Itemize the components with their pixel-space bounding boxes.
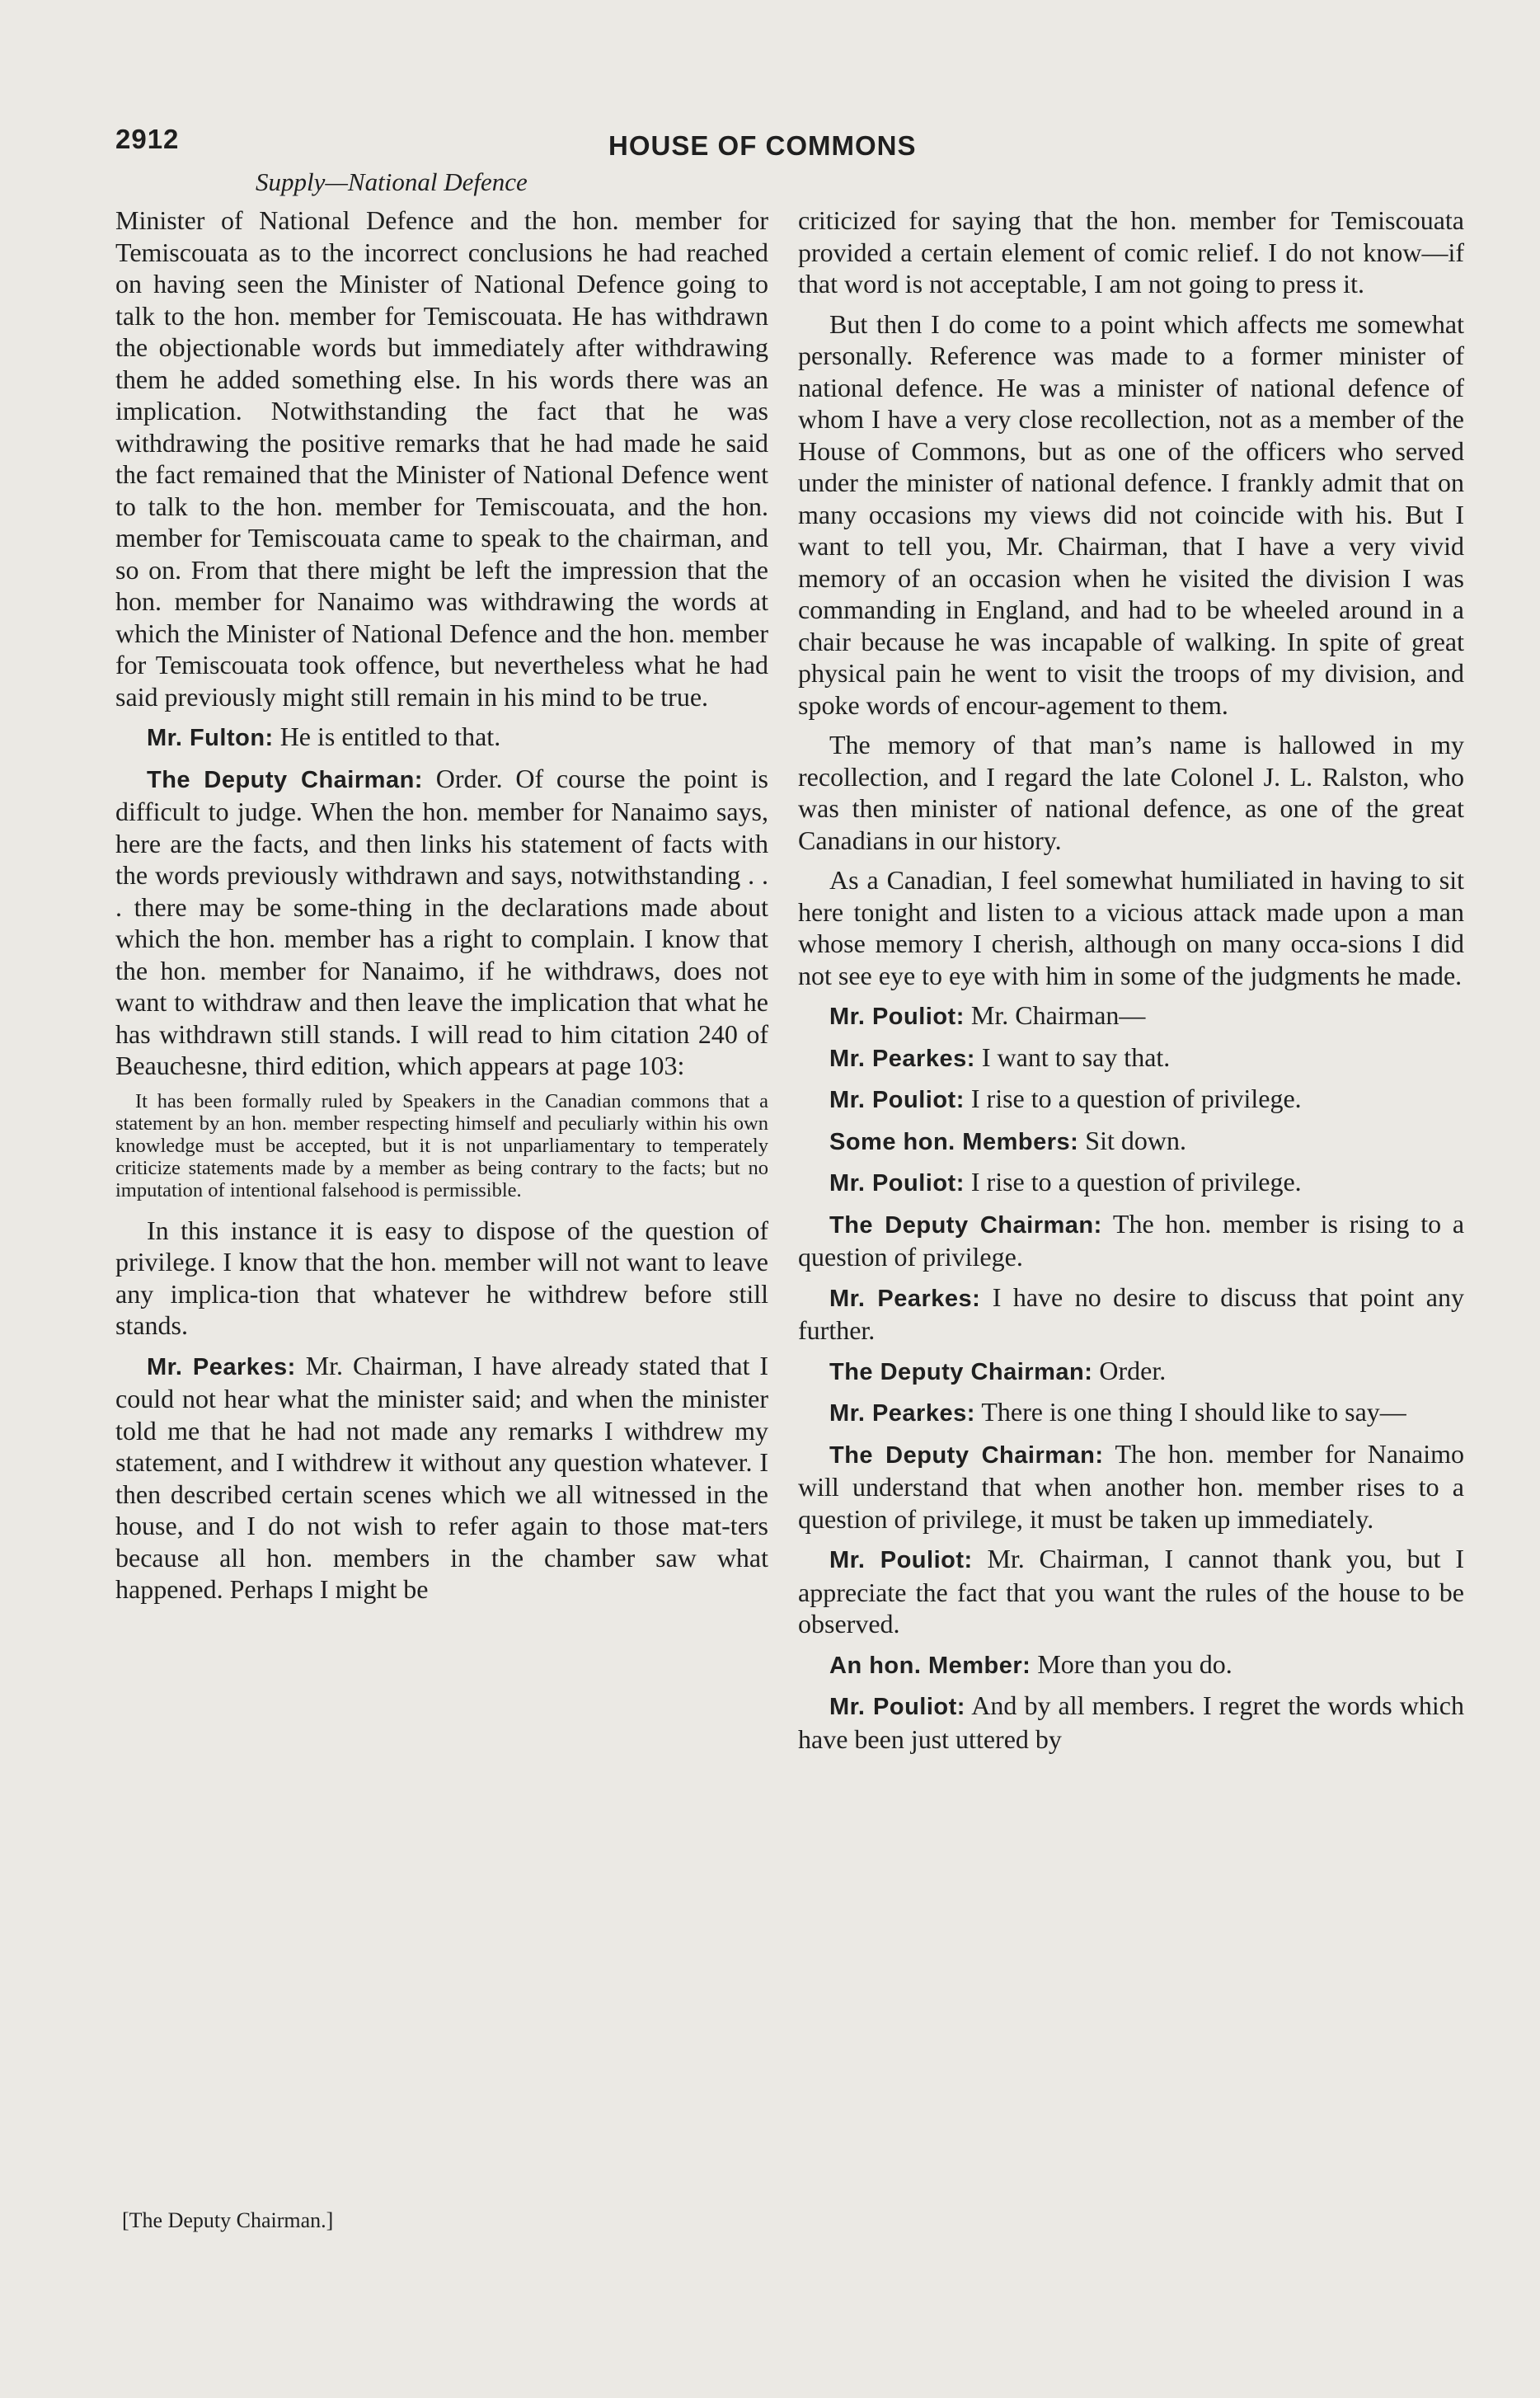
text-paragraph [798,205,1464,300]
paragraph-text: The hon. member is rising to a question of privilege. [798,1208,1465,1272]
paragraph-text: I rise to a question of privilege. [970,1084,1302,1113]
running-title: HOUSE OF COMMONS [608,130,917,161]
right-column [798,205,1464,1763]
text-paragraph [798,864,1464,991]
speaker-name: Mr. Pouliot: [829,1547,973,1573]
paragraph-text: Order. Of course the point is difficult to judge. When the hon. member for Nanaimo says, here are the facts, and then links his statement of facts with the words previously withdrawn and says, notwithstanding . . . there may be some-thing in the declarations made about which the hon. member has a right to complain. I know that the hon. member for Nanaimo, if he withdraws, does not want to withdraw and then leave the implication that what he has withdrawn still stands. I will read to him citation 240 of Beauchesne, third edition, which appears at page 103: [115,763,769,1080]
paragraph-text: Order. [1099,1355,1167,1385]
paragraph-text: Mr. Chairman, I have already stated that I could not hear what the minister said; and when the minister told me that he had not made any remarks I withdrew my statement, and I withdrew it without any question whatever. I then described certain scenes which we all witnessed in the house, and I do not wish to refer again to those mat-ters because all hon. members in the chamber saw what happened. Perhaps I might be [115,1350,769,1604]
speaker-name: Mr. Pouliot: [829,1004,965,1030]
speech-paragraph [115,1350,768,1606]
speaker-name: Mr. Pearkes: [829,1400,975,1427]
speaker-name: Mr. Pearkes: [829,1045,975,1072]
paragraph-text: He is entitled to that. [279,722,501,751]
speech-paragraph [798,1208,1464,1273]
speech-paragraph [798,1166,1464,1200]
paragraph-text: Mr. Chairman— [970,1000,1146,1030]
text-paragraph [798,729,1464,856]
speech-paragraph [798,999,1464,1033]
speech-paragraph [798,1041,1464,1075]
left-column [115,205,768,1614]
paragraph-text: Sit down. [1085,1125,1186,1155]
block-quotation [115,1090,768,1201]
speech-paragraph [798,1396,1464,1430]
page-number: 2912 [115,124,180,154]
speaker-name: An hon. Member: [829,1652,1031,1679]
speaker-name: Some hon. Members: [829,1128,1079,1155]
speaker-name: Mr. Pouliot: [829,1087,965,1113]
speaker-name: Mr. Pouliot: [829,1694,965,1720]
text-paragraph [115,205,768,712]
speaker-name: The Deputy Chairman: [829,1211,1102,1239]
speech-paragraph [798,1083,1464,1117]
speech-paragraph [798,1690,1464,1755]
paragraph-text: There is one thing I should like to say— [981,1397,1406,1427]
text-paragraph [115,1215,768,1342]
speaker-name: The Deputy Chairman: [147,766,423,793]
paragraph-text: More than you do. [1037,1648,1232,1679]
text-paragraph [798,308,1464,722]
speech-paragraph [798,1438,1464,1535]
paragraph-text: I have no desire to discuss that point any further. [798,1281,1465,1345]
section-heading: Supply—National Defence [256,167,528,196]
paragraph-text: I want to say that. [981,1041,1171,1072]
paragraph-text: But then I do come to a point which affects me somewhat personally. Reference was made to a former minister of national defence. He was a minister of national defence of whom I have a very close recollection, not as a member of the House of Commons, but as one of the officers who served under the minister of national defence. I frankly admit that on many occasions my views did not coincide with his. But I want to tell you, Mr. Chairman, that I have a very vivid memory of an occasion when he visited the division I was commanding in England, and had to be wheeled around in a chair because he was incapable of walking. In spite of great physical pain he went to visit the troops of my division, and spoke words of encour-agement to them. [798,308,1464,720]
speaker-name: Mr. Pouliot: [829,1170,965,1197]
speech-paragraph [115,763,768,1082]
speaker-name: The Deputy Chairman: [829,1358,1093,1385]
paragraph-text: The hon. member for Nanaimo will understand that when another hon. member rises to a question of privilege, it must be taken up immediately. [798,1438,1465,1534]
paragraph-text: criticized for saying that the hon. member for Temiscouata provided a certain element of comic relief. I do not know—if that word is not acceptable, I am not going to press it. [798,205,1464,299]
paragraph-text: As a Canadian, I feel somewhat humiliated in having to sit here tonight and listen to a vicious attack made upon a man whose memory I cherish, although on many occa-sions I did not see eye to eye with him in some of the judgments he made. [798,865,1464,990]
speech-paragraph [798,1125,1464,1159]
speaker-name: Mr. Pearkes: [829,1285,981,1312]
paragraph-text: Minister of National Defence and the hon. member for Temiscouata as to the incorrect conclusions he had reached on having seen the Minister of National Defence going to talk to the hon. member for Temiscouata. He has withdrawn the objectionable words but immediately after withdrawing them he added something else. In his words there was an implication. Notwithstanding the fact that he was withdrawing the positive remarks that he had made he said the fact remained that the Minister of National Defence went to talk to the hon. member for Temiscouata, and the hon. member for Temiscouata came to speak to the chairman, and so on. From that there might be left the impression that the hon. member for Nanaimo was withdrawing the words at which the Minister of National Defence and the hon. member for Temiscouata took offence, but nevertheless what he had said previously might still remain in his mind to be true. [115,205,768,712]
paragraph-text: And by all members. I regret the words which have been just uttered by [798,1690,1465,1754]
speaker-name: The Deputy Chairman: [829,1441,1104,1469]
speech-paragraph [798,1543,1464,1640]
speaker-name: Mr. Fulton: [147,725,274,751]
paragraph-text: The memory of that man’s name is hallowed in my recollection, and I regard the late Colonel J. L. Ralston, who was then minister of national defence, as one of the great Canadians in our history. [798,730,1464,855]
speaker-name: Mr. Pearkes: [147,1353,296,1380]
speech-paragraph [798,1648,1464,1682]
speech-paragraph [798,1281,1464,1347]
paragraph-text: In this instance it is easy to dispose of the question of privilege. I know that the hon. member will not want to leave any implica-tion that whatever he withdrew before still stands. [115,1215,768,1340]
paragraph-text: It has been formally ruled by Speakers in the Canadian commons that a statement by an hon. member respecting himself and peculiarly within his own knowledge must be accepted, but it is not unparliamentary to temperately criticize statements made by a member as being contrary to the facts; but no imputation of intentional falsehood is permissible. [115,1089,768,1201]
footer-note: [The Deputy Chairman.] [122,2208,334,2232]
speech-paragraph [798,1355,1464,1389]
speech-paragraph [115,721,768,755]
paragraph-text: Mr. Chairman, I cannot thank you, but I appreciate the fact that you want the rules of the house to be observed. [798,1544,1465,1639]
paragraph-text: I rise to a question of privilege. [970,1167,1302,1197]
